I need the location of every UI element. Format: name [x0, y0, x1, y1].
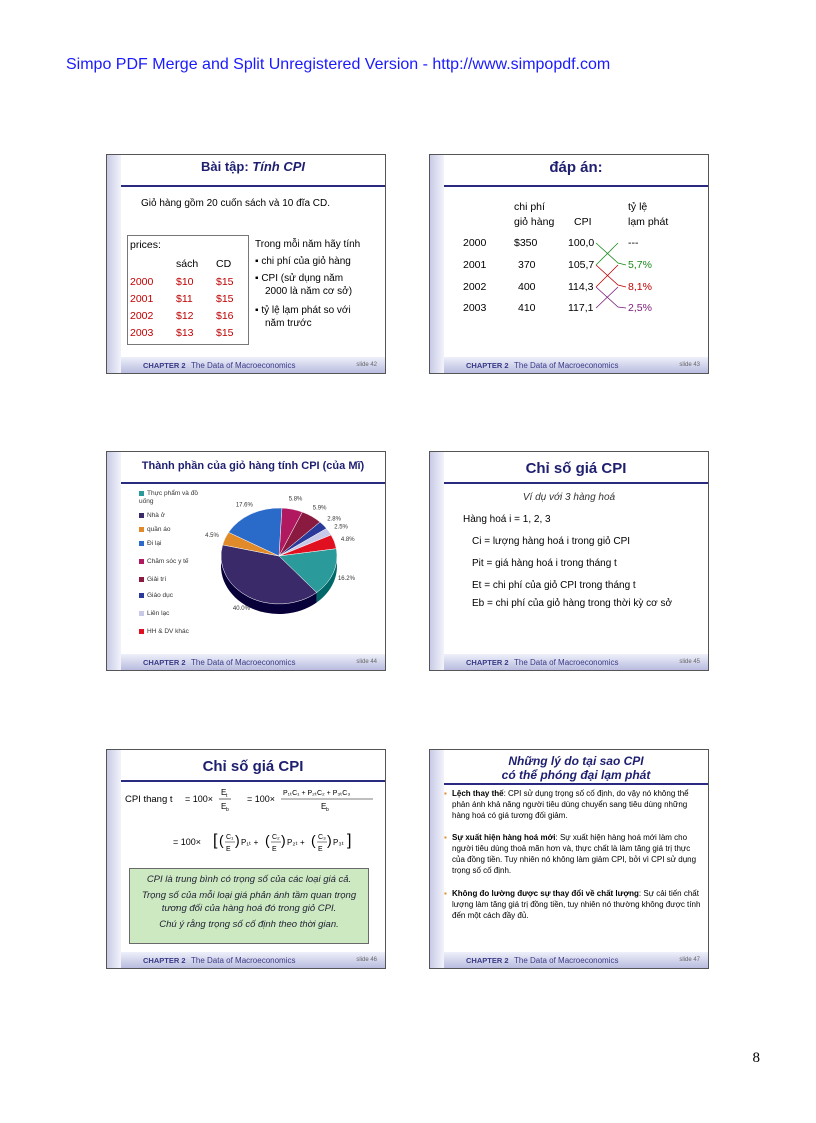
slide-cpi-basket-chart [106, 451, 386, 671]
footer-slide-number: slide 44 [356, 659, 377, 665]
legend-item [139, 558, 205, 566]
slide-title [444, 754, 708, 784]
svg-text:E: E [221, 802, 227, 811]
row-cd: $15 [216, 327, 234, 339]
legend-label: Thực phẩm và đồ uống [139, 490, 198, 505]
slide-title: Thành phần của giỏ hàng tính CPI (của Mĩ) [141, 460, 365, 472]
note-box [129, 868, 369, 944]
slide-side-strip [107, 750, 121, 968]
row-year: 2001 [463, 259, 487, 271]
row-sach: $10 [176, 276, 194, 288]
svg-text:): ) [281, 832, 286, 848]
slide-cpi-definitions [429, 451, 709, 671]
bias-bullet [444, 788, 702, 821]
slide-footer [121, 654, 385, 670]
svg-text:(: ( [219, 832, 224, 848]
footer-book: The Data of Macroeconomics [191, 956, 296, 965]
row-sach: $13 [176, 327, 194, 339]
svg-text:E: E [272, 846, 277, 853]
slide-footer [444, 952, 708, 968]
task-item-cont: 2000 là năm cơ sở) [265, 286, 353, 297]
bullet-head: Không đo lường được sự thay đổi về chất lượng [452, 889, 639, 898]
footer-book: The Data of Macroeconomics [514, 658, 619, 667]
slide-answer [429, 154, 709, 374]
definition-line: Eb = chi phí của giỏ hàng trong thời kỳ cơ sở [472, 598, 673, 609]
col-header-cd: CD [216, 258, 232, 270]
svg-text:C₂: C₂ [272, 834, 280, 841]
prices-table [127, 235, 249, 345]
row-inflation: 2,5% [628, 302, 652, 314]
bias-bullet [444, 888, 702, 921]
formula-label: CPI thang t [125, 794, 173, 805]
pie-data-label: 2.5% [334, 524, 348, 531]
legend-item [139, 490, 205, 506]
footer-chapter: CHAPTER 2 [143, 658, 186, 667]
bullet-head: Lệch thay thế [452, 789, 504, 798]
svg-text:(: ( [265, 832, 270, 848]
legend-item [139, 526, 205, 534]
slide-title [121, 159, 385, 183]
slide-footer [121, 952, 385, 968]
pie-data-label: 4.5% [205, 533, 219, 540]
title-underline [121, 482, 385, 484]
svg-text:= 100×: = 100× [185, 794, 214, 804]
legend-item [139, 628, 205, 636]
task-item: ▪ tỷ lệ lạm phát so với [255, 305, 351, 316]
slide-footer [444, 357, 708, 373]
legend-item [139, 610, 205, 618]
svg-text:P₁ₜC₁ + P₂ₜC₂ + P₃ₜC₃: P₁ₜC₁ + P₂ₜC₂ + P₃ₜC₃ [283, 790, 351, 797]
row-cost: 410 [518, 302, 536, 314]
footer-book: The Data of Macroeconomics [514, 361, 619, 370]
title-underline [121, 185, 385, 187]
slide-title: Chỉ số giá CPI [202, 758, 304, 775]
legend-swatch [139, 611, 144, 616]
footer-book: The Data of Macroeconomics [514, 956, 619, 965]
title-emphasis: Tính CPI [252, 159, 305, 174]
footer-book: The Data of Macroeconomics [191, 658, 296, 667]
pie-data-label: 5.8% [288, 496, 303, 503]
row-inflation: 8,1% [628, 281, 652, 293]
legend-item [139, 576, 205, 584]
row-inflation: --- [628, 237, 639, 249]
row-cd: $16 [216, 310, 234, 322]
cpi-formula [173, 784, 385, 864]
header-inflation: lạm phát [628, 216, 669, 228]
row-cost: 370 [518, 259, 536, 271]
pie-data-label: 4.8% [340, 537, 355, 544]
svg-text:t: t [226, 793, 228, 799]
row-sach: $11 [176, 293, 193, 305]
svg-text:C₁: C₁ [226, 834, 234, 841]
svg-text:): ) [235, 832, 240, 848]
footer-slide-number: slide 46 [356, 957, 377, 963]
pie-data-label: 5.9% [312, 505, 327, 512]
connector-lines [430, 155, 710, 375]
svg-text:P₃ₜ: P₃ₜ [333, 838, 344, 847]
slide-side-strip [107, 452, 121, 670]
definition-line: Ci = lượng hàng hoá i trong giỏ CPI [472, 536, 631, 547]
row-inflation: 5,7% [628, 259, 652, 271]
slide-cpi-bias [429, 749, 709, 969]
svg-text:): ) [327, 832, 332, 848]
row-cost: 400 [518, 281, 536, 293]
legend-label: Liên lạc [147, 610, 170, 617]
legend-swatch [139, 541, 144, 546]
svg-text:P₁ₜ +: P₁ₜ + [241, 838, 259, 847]
footer-slide-number: slide 45 [679, 659, 700, 665]
legend-swatch [139, 629, 144, 634]
footer-slide-number: slide 43 [679, 362, 700, 368]
row-cpi: 105,7 [568, 259, 595, 271]
header-cost: giỏ hàng [514, 216, 555, 228]
footer-chapter: CHAPTER 2 [143, 361, 186, 370]
svg-text:E: E [318, 846, 323, 853]
legend-item [139, 592, 205, 600]
row-year: 2000 [130, 276, 154, 288]
bullet-text: : Sự xuất hiện hàng hoá mới làm cho người tiêu dùng thoả mãn hơn và, thực chất là làm tăng giá trị thực của đồng tiền. Tuy nhiên nó không làm giảm CPI, bởi vì CPI sử dụng trọng số cố định. [452, 833, 697, 875]
row-cd: $15 [216, 293, 234, 305]
legend-label: Nhà ở [147, 512, 165, 519]
row-cpi: 100,0 [568, 237, 595, 249]
legend-label: Chăm sóc y tế [147, 558, 189, 565]
legend-swatch [139, 513, 144, 518]
task-item: ▪ CPI (sử dụng năm [255, 273, 344, 284]
footer-chapter: CHAPTER 2 [466, 658, 509, 667]
legend-swatch [139, 491, 144, 496]
page-number: 8 [752, 1050, 760, 1066]
svg-text:E: E [226, 846, 231, 853]
svg-text:= 100×: = 100× [173, 837, 202, 847]
slide-side-strip [430, 452, 444, 670]
slide-exercise [106, 154, 386, 374]
row-sach: $12 [176, 310, 194, 322]
note-text: Chú ý rằng trọng số cố định theo thời gian. [159, 919, 339, 930]
legend-label: HH & DV khác [147, 628, 189, 635]
svg-text:P₂ₜ +: P₂ₜ + [287, 838, 305, 847]
footer-chapter: CHAPTER 2 [143, 956, 186, 965]
svg-text:E: E [321, 802, 327, 811]
row-year: 2000 [463, 237, 487, 249]
svg-text:b: b [326, 807, 329, 813]
svg-text:E: E [221, 788, 227, 797]
bullet-head: Sự xuất hiện hàng hoá mới [452, 833, 556, 842]
bullet-text: : Sự cải tiến chất lượng làm tăng giá trị đồng tiền, tuy nhiên nó thường không được tính đến một cách đầy đủ. [452, 889, 701, 920]
definition-line: Hàng hoá i = 1, 2, 3 [463, 514, 551, 525]
pie-chart [197, 490, 377, 640]
legend-swatch [139, 559, 144, 564]
legend-label: quần áo [147, 526, 171, 533]
prices-label: prices: [130, 239, 161, 251]
row-cpi: 114,3 [568, 281, 594, 293]
row-year: 2001 [130, 293, 154, 305]
slide-side-strip [107, 155, 121, 373]
bullet-text: : CPI sử dụng trọng số cố định, do vậy nó không thể phản ánh khả năng người tiêu dùng chuyển sang tiêu dùng những hàng hoá có giá tương đối giảm. [452, 789, 689, 820]
row-year: 2003 [130, 327, 154, 339]
bullet-icon: ▪ [444, 833, 447, 842]
footer-slide-number: slide 47 [679, 957, 700, 963]
row-cpi: 117,1 [568, 302, 594, 314]
row-cost: $350 [514, 237, 538, 249]
title-underline [444, 783, 708, 785]
bullet-icon: ▪ [444, 789, 447, 798]
title-underline [121, 780, 385, 782]
legend-item [139, 540, 205, 548]
title-prefix: Bài tập: [200, 159, 249, 174]
header-cpi: CPI [574, 216, 592, 228]
svg-text:]: ] [347, 832, 352, 849]
legend-label: Đi lại [147, 540, 162, 547]
row-year: 2002 [130, 310, 154, 322]
slide-title: Chỉ số giá CPI [525, 460, 627, 477]
slide-footer [121, 357, 385, 373]
row-cd: $15 [216, 276, 234, 288]
pie-data-label: 16.2% [337, 575, 355, 582]
row-year: 2002 [463, 281, 487, 293]
note-text: Trọng số của mỗi loại giá phản ánh tầm quan trọng tương đối của hàng hoá đó trong giỏ CPI. [141, 890, 357, 914]
slide-title: đáp án: [549, 159, 603, 176]
header-inflation: tỷ lệ [628, 201, 648, 213]
pie-data-label: 2.8% [327, 516, 341, 523]
note-text: CPI là trung bình có trọng số của các loại giá cả. [146, 874, 352, 885]
svg-text:b: b [226, 807, 229, 813]
footer-slide-number: slide 42 [356, 362, 377, 368]
task-item-cont: năm trước [265, 318, 312, 329]
row-year: 2003 [463, 302, 487, 314]
footer-chapter: CHAPTER 2 [466, 956, 509, 965]
title-underline [444, 482, 708, 484]
svg-text:(: ( [311, 832, 316, 848]
definition-line: Et = chi phí của giỏ CPI trong tháng t [472, 580, 636, 591]
svg-text:= 100×: = 100× [247, 794, 276, 804]
legend-swatch [139, 577, 144, 582]
footer-book: The Data of Macroeconomics [191, 361, 296, 370]
legend-swatch [139, 593, 144, 598]
footer-chapter: CHAPTER 2 [466, 361, 509, 370]
legend-label: Giải trí [147, 576, 167, 583]
task-heading: Trong mỗi năm hãy tính [255, 239, 361, 250]
slide-footer [444, 654, 708, 670]
pie-data-label: 17.6% [235, 502, 253, 509]
title-line-1: Những lý do tại sao CPI [508, 754, 644, 768]
definition-line: Pit = giá hàng hoá i trong tháng t [472, 558, 617, 569]
task-item: ▪ chi phí của giỏ hàng [255, 256, 351, 267]
slide-cpi-formula [106, 749, 386, 969]
bullet-icon: ▪ [444, 889, 447, 898]
legend-item [139, 512, 205, 520]
svg-text:C₃: C₃ [318, 834, 326, 841]
legend-swatch [139, 527, 144, 532]
pie-data-label: 40.0% [232, 606, 250, 613]
svg-text:[: [ [213, 832, 218, 849]
col-header-sach: sách [176, 258, 199, 270]
title-line-2: có thể phóng đại lạm phát [501, 768, 651, 782]
legend-label: Giáo dục [147, 592, 174, 599]
header-cost: chi phí [514, 201, 545, 213]
subtitle: Ví dụ với 3 hàng hoá [522, 492, 616, 503]
watermark-banner: Simpo PDF Merge and Split Unregistered Version - http://www.simpopdf.com [66, 56, 611, 73]
slide-side-strip [430, 750, 444, 968]
bias-bullet [444, 832, 702, 876]
intro-text: Giỏ hàng gồm 20 cuốn sách và 10 đĩa CD. [141, 198, 331, 209]
